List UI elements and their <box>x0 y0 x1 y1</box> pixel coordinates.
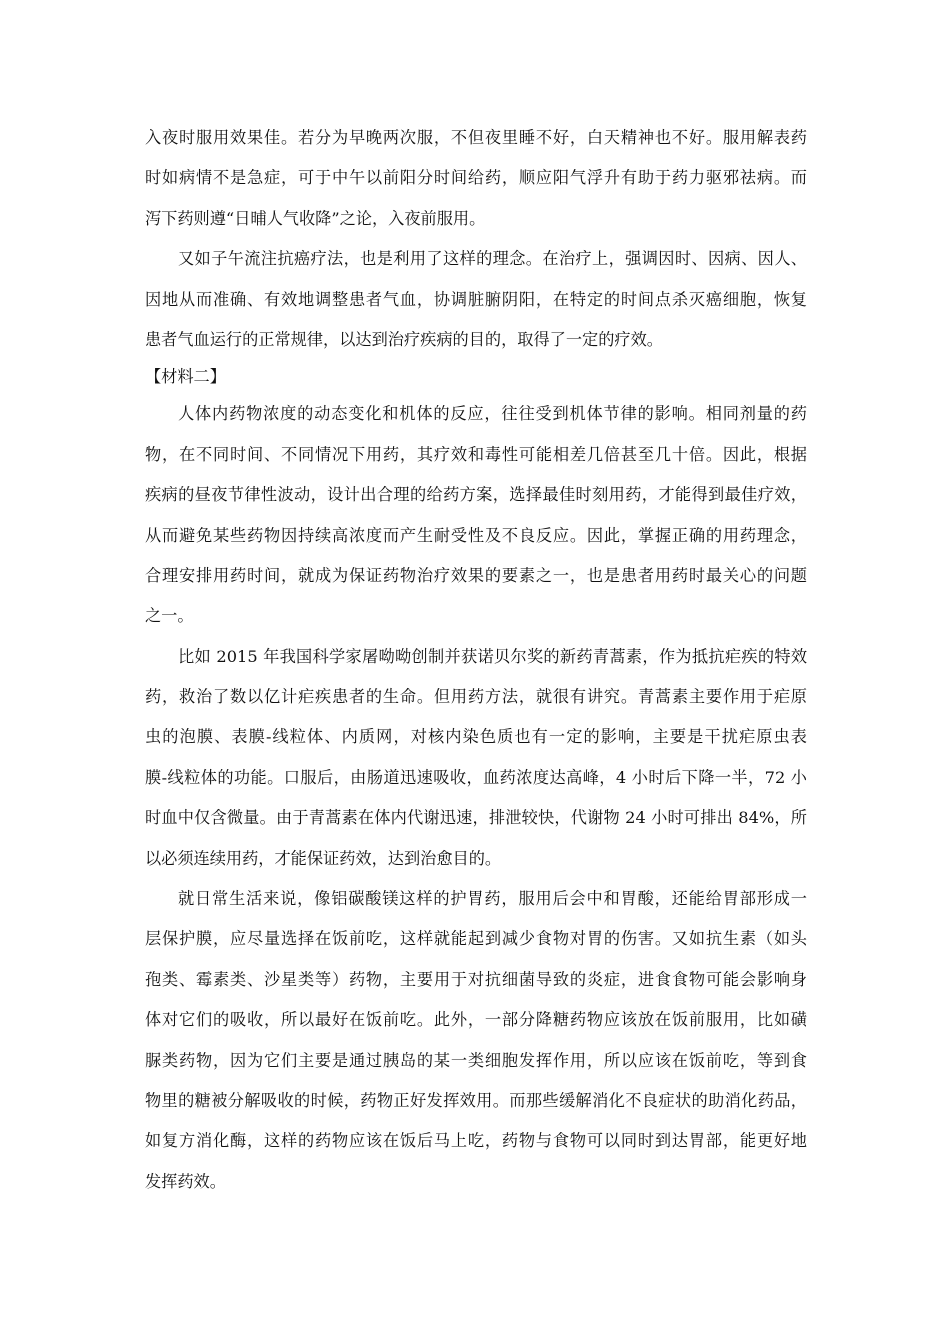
text-line: 层保护膜，应尽量选择在饭前吃，这样就能起到减少食物对胃的伤害。又如抗生素（如头 <box>145 929 807 949</box>
text-line: 时血中仅含微量。由于青蒿素在体内代谢迅速，排泄较快，代谢物 24 小时可排出 84%，所 <box>145 808 807 828</box>
text-line: 疾病的昼夜节律性波动，设计出合理的给药方案，选择最佳时刻用药，才能得到最佳疗效， <box>145 485 807 505</box>
text-line: 人体内药物浓度的动态变化和机体的反应，往往受到机体节律的影响。相同剂量的药 <box>178 404 807 424</box>
text-line: 虫的泡膜、表膜-线粒体、内质网，对核内染色质也有一定的影响，主要是干扰疟原虫表 <box>145 727 807 747</box>
text-line: 膜-线粒体的功能。口服后，由肠道迅速吸收，血药浓度达高峰，4 小时后下降一半，72 小 <box>145 767 807 787</box>
document-page <box>145 118 807 1202</box>
text-line: 物里的糖被分解吸收的时候，药物正好发挥效用。而那些缓解消化不良症状的助消化药品， <box>145 1090 807 1110</box>
text-line: 体对它们的吸收，所以最好在饭前吃。此外，一部分降糖药物应该放在饭前服用，比如磺 <box>145 1010 807 1030</box>
section-heading: 【材料二】 <box>145 367 226 387</box>
text-line: 之一。 <box>145 606 194 626</box>
text-line: 如复方消化酶，这样的药物应该在饭后马上吃，药物与食物可以同时到达胃部，能更好地 <box>145 1131 807 1151</box>
text-line: 比如 2015 年我国科学家屠呦呦创制并获诺贝尔奖的新药青蒿素，作为抵抗疟疾的特效 <box>178 646 807 666</box>
text-line: 孢类、霉素类、沙星类等）药物，主要用于对抗细菌导致的炎症，进食食物可能会影响身 <box>145 969 807 989</box>
text-line: 以必须连续用药，才能保证药效，达到治愈目的。 <box>145 848 502 868</box>
text-line: 入夜时服用效果佳。若分为早晚两次服，不但夜里睡不好，白天精神也不好。服用解表药 <box>145 128 807 147</box>
text-line: 物，在不同时间、不同情况下用药，其疗效和毒性可能相差几倍甚至几十倍。因此，根据 <box>145 444 807 464</box>
text-line: 药，救治了数以亿计疟疾患者的生命。但用药方法，就很有讲究。青蒿素主要作用于疟原 <box>145 687 807 707</box>
text-line: 时如病情不是急症，可于中午以前阳分时间给药，顺应阳气浮升有助于药力驱邪祛病。而 <box>145 168 807 188</box>
text-line: 从而避免某些药物因持续高浓度而产生耐受性及不良反应。因此，掌握正确的用药理念， <box>145 525 807 545</box>
text-line: 脲类药物，因为它们主要是通过胰岛的某一类细胞发挥作用，所以应该在饭前吃，等到食 <box>145 1050 807 1070</box>
text-line: 因地从而准确、有效地调整患者气血，协调脏腑阴阳，在特定的时间点杀灭癌细胞，恢复 <box>145 289 807 309</box>
text-line: 发挥药效。 <box>145 1171 226 1191</box>
text-line: 泻下药则遵“日晡人气收降”之论，入夜前服用。 <box>145 208 486 228</box>
text-line: 合理安排用药时间，就成为保证药物治疗效果的要素之一，也是患者用药时最关心的问题 <box>145 565 807 585</box>
text-line: 就日常生活来说，像铝碳酸镁这样的护胃药，服用后会中和胃酸，还能给胃部形成一 <box>178 889 807 909</box>
text-line: 患者气血运行的正常规律，以达到治疗疾病的目的，取得了一定的疗效。 <box>145 329 663 349</box>
text-line: 又如子午流注抗癌疗法，也是利用了这样的理念。在治疗上，强调因时、因病、因人、 <box>178 249 807 269</box>
